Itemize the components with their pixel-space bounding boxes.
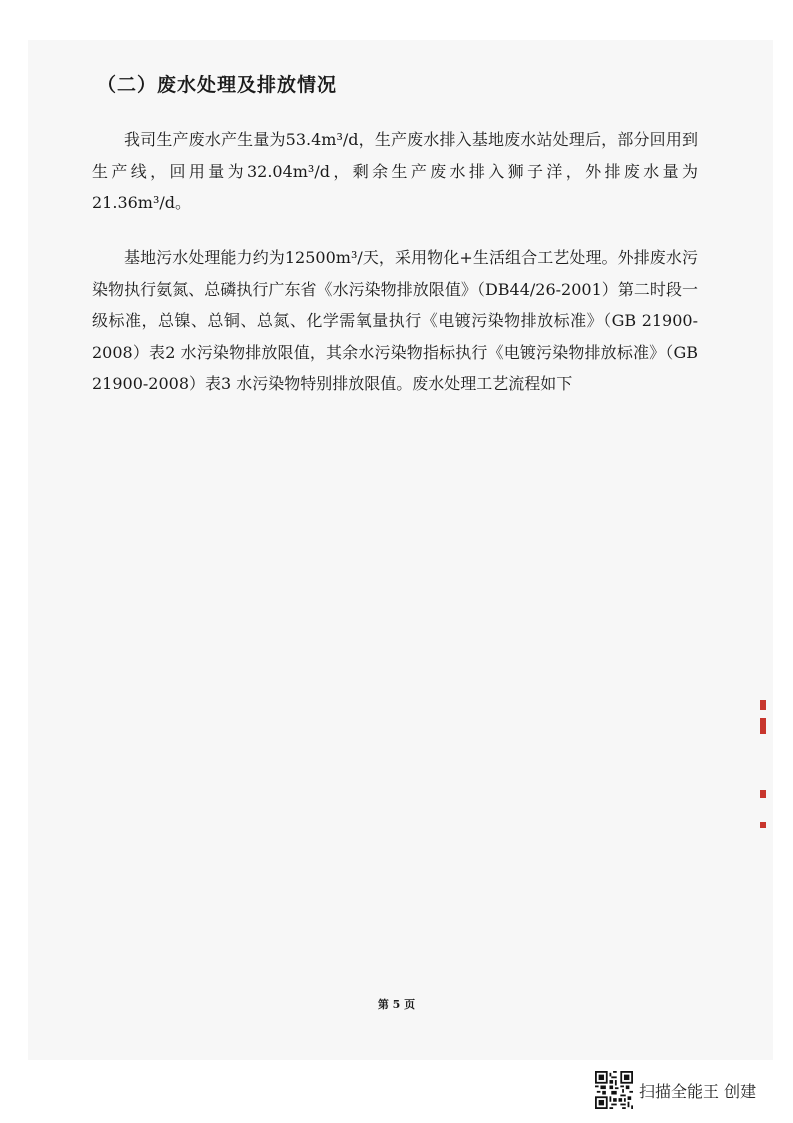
section-heading: （二）废水处理及排放情况 xyxy=(97,74,338,96)
qr-code-icon xyxy=(595,1071,633,1109)
seal-edge-mark xyxy=(760,790,766,798)
page-number: 第 5 页 xyxy=(377,998,416,1011)
seal-edge-mark xyxy=(760,822,766,828)
watermark-label: 扫描全能王 创建 xyxy=(639,1081,757,1101)
seal-edge-mark xyxy=(760,700,766,710)
paragraph-treatment-standards: 基地污水处理能力约为12500m³/天，采用物化+生活组合工艺处理。外排废水污染物执行氨氮、总磷执行广东省《水污染物排放限值》（DB44/26-2001）第二时段一级标准，总镍、总铜、总氮、化学需氧量执行《电镀污染物排放标准》（GB 21900-2008）表2 水污染物排放限值，其余水污染物指标执行《电镀污染物排放标准》（GB 21900-2008）表3 水污染物特别排放限值。废水处理工艺流程如下 xyxy=(92,248,698,393)
seal-edge-mark xyxy=(760,718,766,734)
paragraph-wastewater-volume: 我司生产废水产生量为53.4m³/d，生产废水排入基地废水站处理后，部分回用到生产线，回用量为32.04m³/d，剩余生产废水排入狮子洋，外排废水量为21.36m³/d。 xyxy=(92,130,698,212)
scanner-watermark xyxy=(595,1071,756,1109)
